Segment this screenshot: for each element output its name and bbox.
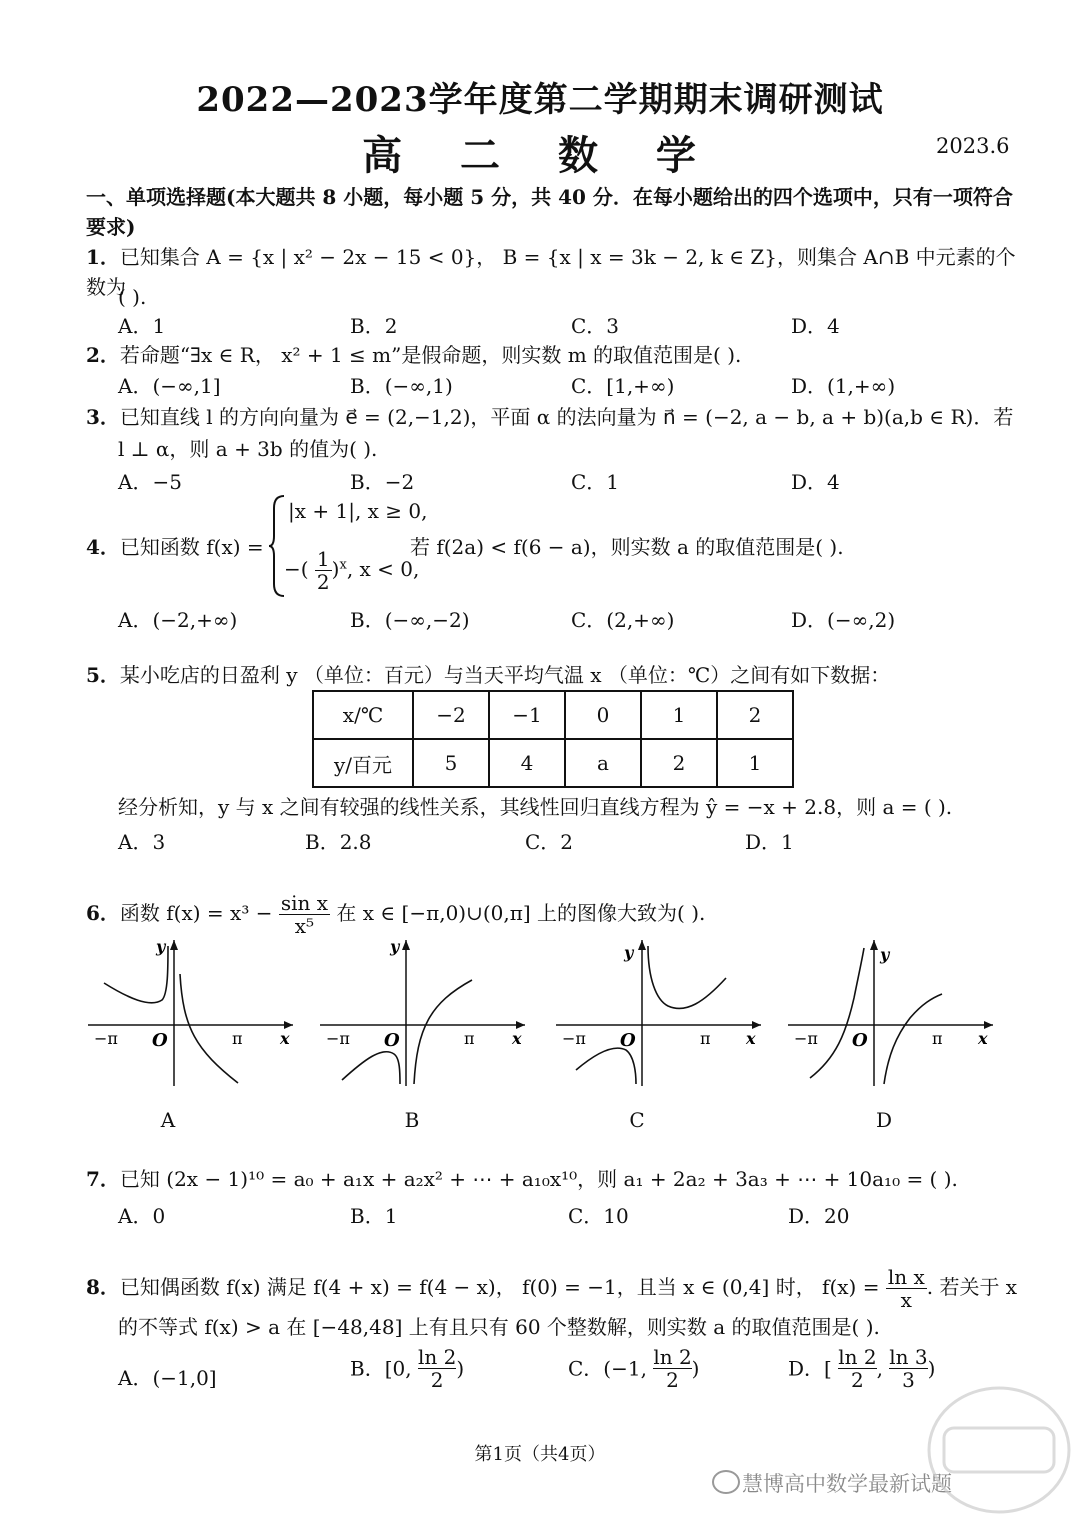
question-5 bbox=[86, 660, 1026, 690]
question-number: 4． bbox=[86, 535, 120, 559]
question-6 bbox=[86, 892, 705, 937]
exponent: x bbox=[339, 557, 347, 573]
graph-d bbox=[788, 938, 1000, 1088]
question-number: 1． bbox=[86, 245, 120, 269]
question-number: 7． bbox=[86, 1167, 120, 1191]
option-b[interactable]: B．(−∞,1) bbox=[350, 374, 453, 398]
piece-2: −( $\frac{1}{2}$ )$^x$, x < 0, bbox=[284, 547, 420, 594]
y-axis-label: y bbox=[156, 938, 166, 956]
graph-label-b[interactable]: B bbox=[404, 1108, 420, 1132]
option-d-post: ) bbox=[927, 1356, 936, 1381]
table-cell: 0 bbox=[565, 691, 641, 739]
fraction-denominator: x bbox=[900, 1288, 912, 1312]
fraction-ln2-2 bbox=[653, 1346, 691, 1391]
question-4 bbox=[86, 532, 264, 562]
question-line-2: 的不等式 f(x) > a 在 [−48,48] 上有且只有 60 个整数解，则实数 a 的取值范围是( ). bbox=[118, 1315, 880, 1339]
table-cell: a bbox=[565, 739, 641, 787]
y-axis-label: y bbox=[390, 938, 400, 956]
question-stem-line: 已知直线 l 的方向向量为 e⃗ = (2,−1,2)，平面 α 的法向量为 n⃗ = (−2, a − b, a + b)(a,b ∈ R)．若 bbox=[119, 405, 1014, 429]
fraction-numerator: ln 2 bbox=[417, 1345, 457, 1369]
fraction-numerator: ln 2 bbox=[653, 1345, 692, 1369]
option-b[interactable]: B．2 bbox=[350, 314, 398, 338]
origin-label: O bbox=[852, 1030, 868, 1051]
data-table bbox=[312, 690, 794, 788]
fraction-ln2-2 bbox=[418, 1346, 456, 1391]
option-d-comma: , bbox=[876, 1356, 883, 1381]
fraction-denominator: 2 bbox=[430, 1368, 444, 1392]
option-a[interactable]: A．(−2,+∞) bbox=[118, 608, 238, 632]
question-stem: 某小吃店的日盈利 y （单位：百元）与当天平均气温 x （单位：℃）之间有如下数据： bbox=[119, 663, 891, 687]
question-3 bbox=[86, 402, 1026, 432]
neg-pi-label: −π bbox=[794, 1029, 818, 1048]
fraction-numerator: sin x bbox=[280, 891, 328, 915]
question-number: 3． bbox=[86, 405, 120, 429]
question-number: 5． bbox=[86, 663, 120, 687]
question-stem-line: 已知集合 A = {x | x² − 2x − 15 < 0}， B = {x | x = 3k − 2, k ∈ Z}，则集合 A∩B 中元素的个数为 bbox=[86, 245, 1016, 299]
pi-label: π bbox=[932, 1029, 943, 1048]
origin-label: O bbox=[620, 1030, 636, 1051]
option-d-pre: D．[ bbox=[788, 1356, 832, 1381]
graph-label-c[interactable]: C bbox=[629, 1108, 645, 1132]
section-heading: 一、单项选择题(本大题共 8 小题，每小题 5 分，共 40 分．在每小题给出的四个选项中，只有一项符合要求) bbox=[86, 185, 1013, 239]
fraction-numerator: ln 2 bbox=[838, 1345, 877, 1369]
piece-2-pre: −( bbox=[284, 557, 309, 581]
option-c[interactable]: C．1 bbox=[571, 470, 620, 494]
option-b[interactable]: B．1 bbox=[350, 1204, 398, 1228]
option-a[interactable]: A．1 bbox=[118, 314, 166, 338]
option-c[interactable]: C．3 bbox=[571, 314, 620, 338]
fraction-half bbox=[315, 548, 332, 593]
option-c-pre: C．(−1, bbox=[568, 1356, 647, 1381]
pi-label: π bbox=[464, 1029, 475, 1048]
question-number: 2． bbox=[86, 343, 120, 367]
pi-label: π bbox=[232, 1029, 243, 1048]
option-d[interactable]: D．1 bbox=[745, 830, 794, 854]
question-stem-pre: 函数 f(x) = x³ − bbox=[119, 901, 273, 925]
option-c[interactable]: C．10 bbox=[568, 1204, 629, 1228]
piece-2-post: , x < 0, bbox=[346, 557, 420, 581]
x-axis-label: x bbox=[280, 1029, 290, 1048]
option-b[interactable]: B．2.8 bbox=[305, 830, 372, 854]
fraction-numerator: ln x bbox=[887, 1265, 925, 1289]
table-cell: 1 bbox=[717, 739, 793, 787]
question-stem-post: 在 x ∈ [−π,0)∪(0,π] 上的图像大致为( ). bbox=[336, 901, 706, 925]
option-b-post: ) bbox=[456, 1356, 465, 1381]
option-b[interactable]: B．−2 bbox=[350, 470, 415, 494]
table-cell: 2 bbox=[641, 739, 717, 787]
question-number: 6． bbox=[86, 901, 120, 925]
fraction-denominator: 2 bbox=[666, 1368, 679, 1392]
graph-c bbox=[556, 938, 768, 1088]
option-d[interactable]: D．(−∞,2) bbox=[791, 608, 896, 632]
question-2 bbox=[86, 340, 1026, 370]
question-stem-prefix: 已知函数 f(x) = bbox=[119, 535, 264, 559]
option-b[interactable]: B．(−∞,−2) bbox=[350, 608, 470, 632]
piece-1: |x + 1|, x ≥ 0, bbox=[288, 499, 428, 523]
x-axis-label: x bbox=[978, 1029, 988, 1048]
table-row bbox=[313, 739, 793, 787]
fraction-denominator: 3 bbox=[902, 1368, 915, 1392]
neg-pi-label: −π bbox=[94, 1029, 118, 1048]
option-a[interactable]: A．(−∞,1] bbox=[118, 374, 221, 398]
option-b-pre: B．[0, bbox=[350, 1356, 412, 1381]
table-cell: 4 bbox=[489, 739, 565, 787]
pi-label: π bbox=[700, 1029, 711, 1048]
fraction-numerator: ln 3 bbox=[889, 1345, 928, 1369]
option-a[interactable]: A．(−1,0] bbox=[118, 1366, 217, 1390]
question-stem-line: 若命题“∃x ∈ R， x² + 1 ≤ m”是假命题，则实数 m 的取值范围是( ). bbox=[119, 343, 742, 367]
table-cell: −2 bbox=[413, 691, 489, 739]
exam-title: 2022—2023学年度第二学期期末调研测试 bbox=[196, 80, 884, 120]
option-c[interactable]: C．2 bbox=[525, 830, 574, 854]
option-d[interactable]: D．4 bbox=[791, 314, 840, 338]
option-a[interactable]: A．3 bbox=[118, 830, 166, 854]
x-axis-label: x bbox=[512, 1029, 522, 1048]
table-cell: 1 bbox=[641, 691, 717, 739]
question-after-text: 经分析知，y 与 x 之间有较强的线性关系，其线性回归直线方程为 ŷ = −x + 2.8，则 a = ( ). bbox=[118, 795, 953, 819]
graph-label-d[interactable]: D bbox=[875, 1108, 893, 1132]
option-d[interactable]: D．4 bbox=[791, 470, 840, 494]
origin-label: O bbox=[384, 1030, 400, 1051]
fraction-numerator: 1 bbox=[316, 547, 330, 571]
x-axis-label: x bbox=[746, 1029, 756, 1048]
option-c[interactable]: C．[1,+∞) bbox=[571, 374, 675, 398]
table-cell: −1 bbox=[489, 691, 565, 739]
question-line-1-post: . 若关于 x bbox=[926, 1275, 1018, 1299]
fraction-denominator: 2 bbox=[316, 570, 330, 594]
option-c-post: ) bbox=[691, 1356, 700, 1381]
question-line-1-pre: 已知偶函数 f(x) 满足 f(4 + x) = f(4 − x)， f(0) = −1，且当 x ∈ (0,4] 时， f(x) = bbox=[119, 1275, 880, 1299]
fraction-denominator: x⁵ bbox=[294, 914, 315, 938]
question-stem: 已知 (2x − 1)¹⁰ = a₀ + a₁x + a₂x² + ⋯ + a₁₀x¹⁰，则 a₁ + 2a₂ + 3a₃ + ⋯ + 10a₁₀ = ( ). bbox=[119, 1167, 958, 1191]
origin-label: O bbox=[152, 1030, 168, 1051]
y-axis-label: y bbox=[880, 945, 890, 964]
fraction-sinx-x5 bbox=[279, 892, 330, 937]
question-stem-suffix: 若 f(2a) < f(6 − a)，则实数 a 的取值范围是( ). bbox=[410, 535, 844, 559]
page-footer: 第1页（共4页） bbox=[474, 1444, 606, 1465]
table-row bbox=[313, 691, 793, 739]
question-stem-line: l ⊥ α，则 a + 3b 的值为( ). bbox=[118, 437, 378, 461]
question-8 bbox=[86, 1266, 1026, 1311]
neg-pi-label: −π bbox=[326, 1029, 350, 1048]
question-number: 8． bbox=[86, 1275, 120, 1299]
question-1 bbox=[86, 242, 1026, 302]
neg-pi-label: −π bbox=[562, 1029, 586, 1048]
option-d[interactable]: D．(1,+∞) bbox=[791, 374, 896, 398]
option-a[interactable]: A．0 bbox=[118, 1204, 166, 1228]
subject-title: 高 二 数 学 bbox=[362, 132, 718, 179]
table-cell: 2 bbox=[717, 691, 793, 739]
table-cell: 5 bbox=[413, 739, 489, 787]
graph-b bbox=[320, 938, 532, 1088]
option-d[interactable] bbox=[788, 1346, 935, 1391]
option-b[interactable] bbox=[350, 1346, 464, 1391]
fraction-lnx-x bbox=[886, 1266, 927, 1311]
fraction-denominator: 2 bbox=[851, 1368, 864, 1392]
table-cell: x/℃ bbox=[313, 691, 413, 739]
graph-a bbox=[88, 938, 300, 1088]
watermark-text: 慧博高中数学最新试题 bbox=[742, 1472, 952, 1496]
graph-label-a[interactable]: A bbox=[160, 1108, 176, 1132]
answer-blank: ( ). bbox=[118, 285, 147, 309]
fraction-ln2-2 bbox=[838, 1346, 876, 1391]
watermark-stamp-icon bbox=[924, 1380, 1074, 1520]
option-c[interactable] bbox=[568, 1346, 699, 1391]
option-c[interactable]: C．(2,+∞) bbox=[571, 608, 675, 632]
table-cell: y/百元 bbox=[313, 739, 413, 787]
option-a[interactable]: A．−5 bbox=[118, 470, 182, 494]
fraction-ln3-3 bbox=[889, 1346, 927, 1391]
option-d[interactable]: D．20 bbox=[788, 1204, 850, 1228]
wechat-icon bbox=[712, 1470, 740, 1494]
exam-date: 2023.6 bbox=[936, 134, 1010, 158]
question-7 bbox=[86, 1164, 1026, 1194]
y-axis-label: y bbox=[624, 943, 634, 962]
